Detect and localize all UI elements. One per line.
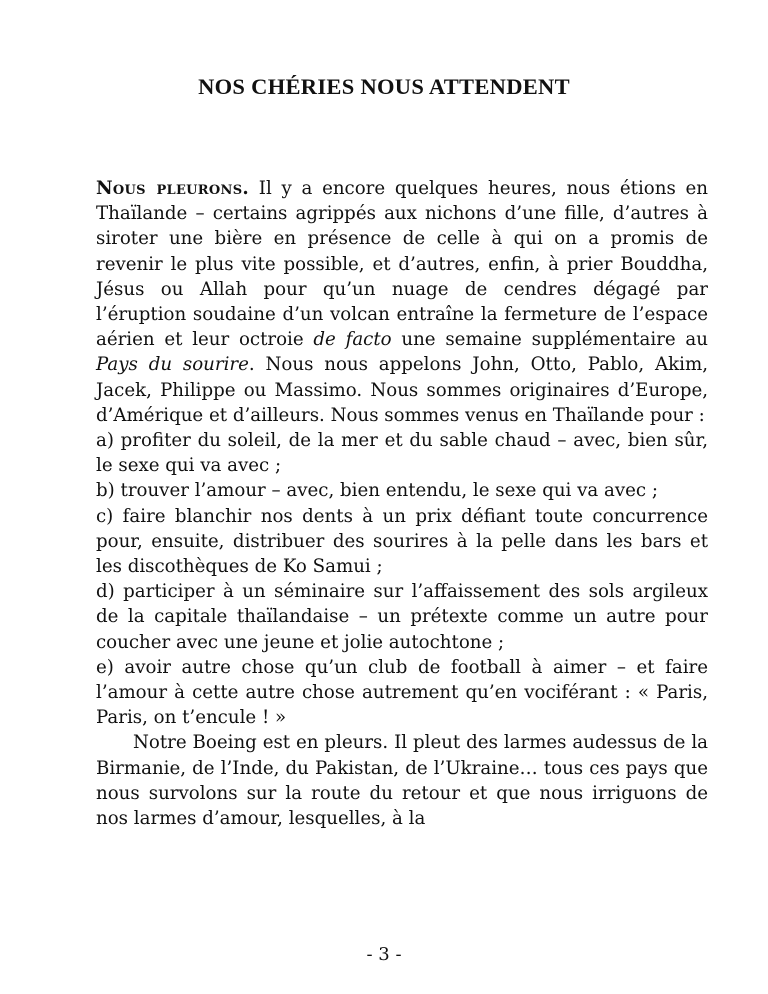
paragraph-intro-part-b: une semaine supplémentaire au <box>391 329 708 351</box>
list-item-e: e) avoir autre chose qu’un club de football à aimer – et faire l’amour à cette autre chose autrement qu’en vociférant : « Paris, Paris, on t’encule ! » <box>96 656 708 729</box>
paragraph-boeing: Notre Boeing est en pleurs. Il pleut des larmes audessus de la Birmanie, de l’Inde, du Pakistan, de l’Ukraine… tous ces pays que nous survolons sur la route du retour et que nous irriguons de nos larmes d’amour, lesquelles, à la <box>96 732 708 830</box>
chapter-title: NOS CHÉRIES NOUS ATTENDENT <box>198 74 570 99</box>
lead-words: Nous pleurons. <box>96 178 250 199</box>
paragraph-intro <box>96 176 708 428</box>
list-item-a: a) profiter du soleil, de la mer et du sable chaud – avec, bien sûr, le sexe qui va avec ; <box>96 430 708 477</box>
list-item-d: d) participer à un séminaire sur l’affaissement des sols argileux de la capitale thaïlandaise – un prétexte comme un autre pour coucher avec une jeune et jolie autochtone ; <box>96 581 708 653</box>
body-text <box>96 176 708 831</box>
italic-pays-du-sourire: Pays du sourire <box>96 354 249 376</box>
paragraph-intro-part-a: Il y a encore quelques heures, nous étions en Thaïlande – certains agrippés aux nichons d’une fille, d’autres à siroter une bière en présence de celle à qui on a promis de revenir le plus vite possible, et d’autres, enfin, à prier Bouddha, Jésus ou Allah pour qu’un nuage de cendres dégagé par l’éruption soudaine d’un volcan entraîne la fermeture de l’espace aérien et leur octroie <box>96 178 708 351</box>
page-number: - 3 - <box>366 944 402 965</box>
list-item-c: c) faire blanchir nos dents à un prix défiant toute concurrence pour, ensuite, distribuer des sourires à la pelle dans les bars et les discothèques de Ko Samui ; <box>96 505 708 578</box>
paragraph-intro-part-c: . Nous nous appelons John, Otto, Pablo, Akim, Jacek, Philippe ou Massimo. Nous sommes originaires d’Europe, d’Amérique et d’ailleurs. Nous sommes venus en Thaïlande pour : <box>96 354 708 426</box>
italic-de-facto: de facto <box>313 329 392 351</box>
list-item-b: b) trouver l’amour – avec, bien entendu, le sexe qui va avec ; <box>96 480 659 502</box>
